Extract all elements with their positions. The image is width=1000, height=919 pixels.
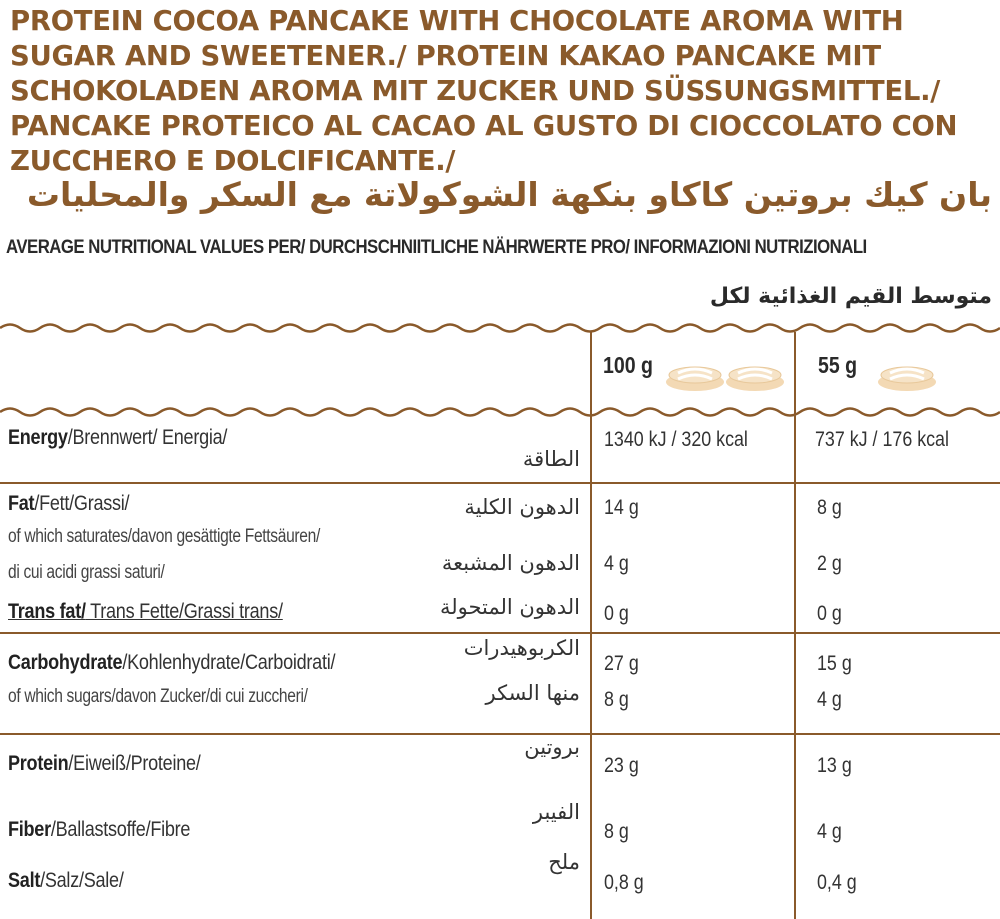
fiber-label-arabic: الفيبر — [532, 800, 580, 824]
fiber-value-100g: 8 g — [604, 820, 629, 843]
protein-value-100g: 23 g — [604, 754, 639, 777]
trans-fat-label-arabic: الدهون المتحولة — [439, 595, 580, 619]
pancake-icon — [664, 355, 726, 393]
saturates-label-it: di cui acidi grassi saturi/ — [8, 562, 165, 583]
saturates-value-55g: 2 g — [817, 552, 842, 575]
product-title: PROTEIN COCOA PANCAKE WITH CHOCOLATE AROMA WITH SUGAR AND SWEETENER./ PROTEIN KAKAO PANCAKE MIT SCHOKOLADEN AROMA MIT ZUCKER UND SÜSSUNGSMITTEL./ PANCAKE PROTEICO AL CACAO AL GUSTO DI CIOCCOLATO CON ZUCCHERO E DOLCIFICANTE./ — [10, 5, 958, 177]
column-header-55g: 55 g — [818, 352, 858, 378]
protein-label-arabic: بروتين — [524, 735, 580, 759]
pancake-icon — [876, 355, 938, 393]
row-divider — [0, 632, 1000, 634]
salt-label: Salt/Salz/Sale/ — [8, 869, 124, 892]
nutrition-subheading-arabic: متوسط القيم الغذائية لكل — [709, 284, 992, 309]
fat-label: Fat/Fett/Grassi/ — [8, 492, 130, 515]
salt-label-arabic: ملح — [548, 850, 580, 874]
sugars-label: of which sugars/davon Zucker/di cui zuccheri/ — [8, 686, 308, 707]
trans-fat-value-100g: 0 g — [604, 602, 629, 625]
column-header-100g: 100 g — [603, 352, 654, 378]
row-divider — [0, 482, 1000, 484]
trans-fat-label: Trans fat/ Trans Fette/Grassi trans/ — [8, 600, 283, 623]
nutrition-subheading: AVERAGE NUTRITIONAL VALUES PER/ DURCHSCHNIITLICHE NÄHRWERTE PRO/ INFORMAZIONI NUTRIZIONALI — [6, 236, 867, 258]
product-title-arabic: بان كيك بروتين كاكاو بنكهة الشوكولاتة مع السكر والمحليات — [26, 175, 992, 214]
fat-value-100g: 14 g — [604, 496, 639, 519]
column-divider-1 — [590, 332, 592, 919]
fiber-label: Fiber/Ballastsoffe/Fibre — [8, 818, 191, 841]
fat-value-55g: 8 g — [817, 496, 842, 519]
energy-value-100g: 1340 kJ / 320 kcal — [604, 428, 748, 451]
sugars-label-arabic: منها السكر — [485, 681, 580, 705]
saturates-label: of which saturates/davon gesättigte Fettsäuren/ — [8, 526, 320, 547]
pancake-icon — [724, 355, 786, 393]
row-divider — [0, 733, 1000, 735]
fiber-value-55g: 4 g — [817, 820, 842, 843]
sugars-value-100g: 8 g — [604, 688, 629, 711]
sugars-value-55g: 4 g — [817, 688, 842, 711]
trans-fat-value-55g: 0 g — [817, 602, 842, 625]
energy-label-arabic: الطاقة — [522, 447, 580, 471]
carbohydrate-value-100g: 27 g — [604, 652, 639, 675]
energy-value-55g: 737 kJ / 176 kcal — [815, 428, 949, 451]
carbohydrate-value-55g: 15 g — [817, 652, 852, 675]
wavy-divider-header — [0, 405, 1000, 419]
carbohydrate-label: Carbohydrate/Kohlenhydrate/Carboidrati/ — [8, 651, 336, 674]
energy-label: Energy/Brennwert/ Energia/ — [8, 426, 228, 449]
salt-value-100g: 0,8 g — [604, 871, 644, 894]
protein-value-55g: 13 g — [817, 754, 852, 777]
carbohydrate-label-arabic: الكربوهيدرات — [463, 636, 580, 660]
saturates-label-arabic: الدهون المشبعة — [441, 551, 580, 575]
column-divider-2 — [794, 332, 796, 919]
wavy-divider-top — [0, 321, 1000, 335]
protein-label: Protein/Eiweiß/Proteine/ — [8, 752, 201, 775]
fat-label-arabic: الدهون الكلية — [464, 495, 580, 519]
saturates-value-100g: 4 g — [604, 552, 629, 575]
salt-value-55g: 0,4 g — [817, 871, 857, 894]
